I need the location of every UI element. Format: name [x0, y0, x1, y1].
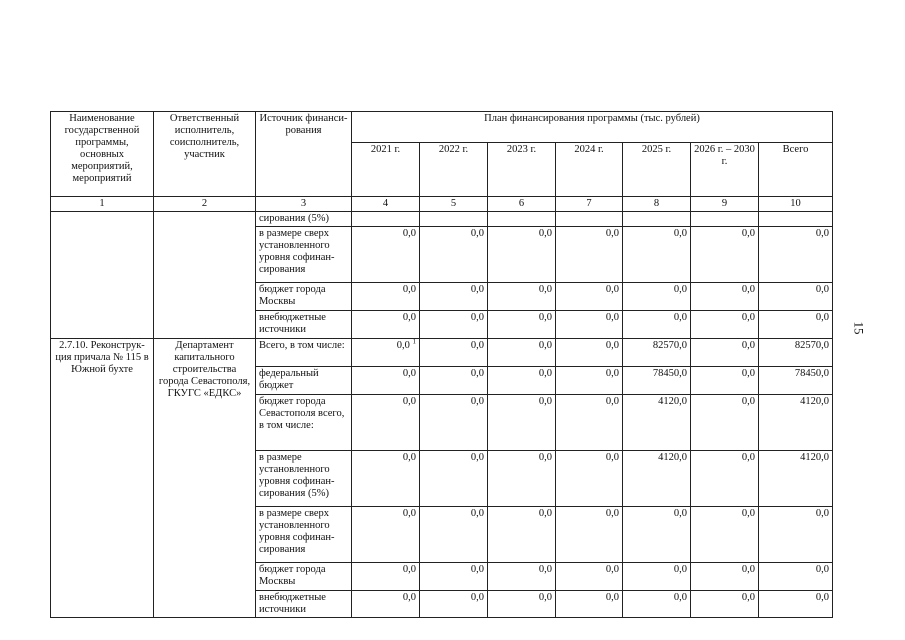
value-cell: 0,0 [556, 367, 623, 395]
value-cell: 4120,0 [623, 395, 691, 451]
source-cell: Всего, в том числе: [256, 339, 352, 367]
program-name-cell: 2.7.10. Реконструк-ция причала № 115 в Южной бухте [51, 339, 154, 618]
value-cell [352, 339, 420, 367]
value-cell: 0,0 [420, 283, 488, 311]
value-cell: 0,0 [352, 451, 420, 507]
header-year-2024: 2024 г. [556, 143, 623, 197]
header-program-name: Наименование государственной программы, основных мероприятий, мероприятий [51, 112, 154, 197]
value-cell: 0,0 [759, 563, 833, 591]
value-cell: 0,0 [556, 311, 623, 339]
value-cell: 4120,0 [759, 451, 833, 507]
header-year-2021: 2021 г. [352, 143, 420, 197]
value-cell: 0,0 [352, 563, 420, 591]
value-cell [556, 212, 623, 227]
source-cell: сирования (5%) [256, 212, 352, 227]
table-header [51, 112, 833, 212]
header-year-2023: 2023 г. [488, 143, 556, 197]
col-index: 8 [623, 197, 691, 212]
value-cell: 4120,0 [623, 451, 691, 507]
value-cell: 0,0 [759, 591, 833, 618]
value-cell [759, 212, 833, 227]
value-cell [352, 212, 420, 227]
value-cell: 0,0 [759, 507, 833, 563]
block-continued [51, 212, 833, 339]
value-cell: 0,0 [352, 283, 420, 311]
value-cell: 0,0 [488, 227, 556, 283]
value-cell: 0,0 [691, 451, 759, 507]
value-cell: 0,0 [556, 339, 623, 367]
value-cell: 0,0 [488, 283, 556, 311]
value-cell: 0,0 [488, 395, 556, 451]
value-cell: 0,0 [420, 507, 488, 563]
value-cell: 0,0 [623, 227, 691, 283]
source-cell: федеральный бюджет [256, 367, 352, 395]
value-cell: 0,0 [488, 591, 556, 618]
value-cell: 0,0 [556, 451, 623, 507]
value-cell: 0,0 [420, 395, 488, 451]
col-index: 10 [759, 197, 833, 212]
value-cell: 0,0 [759, 227, 833, 283]
value-cell: 0,0 [420, 311, 488, 339]
value-cell: 0,0 [556, 563, 623, 591]
value-cell: 0,0 [623, 311, 691, 339]
value-cell: 0,0 [488, 451, 556, 507]
value-cell: 0,0 [488, 311, 556, 339]
col-index: 7 [556, 197, 623, 212]
value-cell: 0,0 [488, 563, 556, 591]
source-cell: внебюджетные источники [256, 591, 352, 618]
value-cell: 0,0 [352, 395, 420, 451]
value-cell [623, 212, 691, 227]
footnote-mark: 1 [412, 338, 416, 346]
value-cell: 0,0 [488, 367, 556, 395]
value-cell: 0,0 [556, 507, 623, 563]
value-cell: 0,0 [556, 591, 623, 618]
executor-cell: Департамент капитального строительства города Севастополя, ГКУГС «ЕДКС» [154, 339, 256, 618]
col-index: 4 [352, 197, 420, 212]
header-executor: Ответственный исполнитель, соисполнитель, участник [154, 112, 256, 197]
value-cell: 0,0 [556, 283, 623, 311]
value-cell: 82570,0 [759, 339, 833, 367]
value-cell [691, 212, 759, 227]
value-cell [420, 212, 488, 227]
value-cell: 0,0 [691, 591, 759, 618]
value-cell: 78450,0 [623, 367, 691, 395]
value-cell: 0,0 [691, 339, 759, 367]
source-cell: в размере сверх установленного уровня софинан-сирования [256, 227, 352, 283]
value-cell: 0,0 [488, 507, 556, 563]
value-cell: 0,0 [420, 367, 488, 395]
col-index: 5 [420, 197, 488, 212]
value-cell: 0,0 [352, 507, 420, 563]
value-cell: 0,0 [556, 395, 623, 451]
executor-cell [154, 212, 256, 339]
header-total: Всего [759, 143, 833, 197]
value-cell: 0,0 [420, 339, 488, 367]
header-year-2022: 2022 г. [420, 143, 488, 197]
table-row [51, 212, 833, 227]
value-cell: 0,0 [623, 283, 691, 311]
value-cell: 0,0 [691, 283, 759, 311]
header-source: Источник финанси-рования [256, 112, 352, 197]
col-index: 1 [51, 197, 154, 212]
value-cell: 0,0 [691, 395, 759, 451]
col-index: 3 [256, 197, 352, 212]
value-cell: 0,0 [691, 563, 759, 591]
value-cell: 0,0 [352, 591, 420, 618]
source-cell: бюджет города Севастополя всего, в том числе: [256, 395, 352, 451]
source-cell: бюджет города Москвы [256, 563, 352, 591]
value-cell: 0,0 [691, 367, 759, 395]
header-plan: План финансирования программы (тыс. рублей) [352, 112, 833, 143]
value-cell: 0,0 [691, 227, 759, 283]
header-year-2025: 2025 г. [623, 143, 691, 197]
value-cell: 0,0 [759, 283, 833, 311]
block-2-7-10 [51, 339, 833, 618]
source-cell: бюджет города Москвы [256, 283, 352, 311]
program-name-cell [51, 212, 154, 339]
value-cell: 0,0 [352, 227, 420, 283]
source-cell: внебюджетные источники [256, 311, 352, 339]
value-cell: 0,0 [420, 563, 488, 591]
value-cell: 0,0 [623, 591, 691, 618]
value-cell: 0,0 [352, 367, 420, 395]
page-number: 15 [851, 321, 867, 335]
value-cell: 0,0 [488, 339, 556, 367]
table-row [51, 339, 833, 367]
col-index: 2 [154, 197, 256, 212]
value-cell: 0,0 [420, 591, 488, 618]
col-index: 9 [691, 197, 759, 212]
value-cell: 0,0 [420, 451, 488, 507]
value-cell: 0,0 [352, 311, 420, 339]
value-cell: 0,0 [759, 311, 833, 339]
source-cell: в размере сверх установленного уровня софинан-сирования [256, 507, 352, 563]
col-index: 6 [488, 197, 556, 212]
value-cell: 0,0 [623, 507, 691, 563]
value-cell: 4120,0 [759, 395, 833, 451]
value-cell: 78450,0 [759, 367, 833, 395]
source-cell: в размере установленного уровня софинан-сирования (5%) [256, 451, 352, 507]
value-cell: 82570,0 [623, 339, 691, 367]
financing-table [50, 111, 833, 618]
value-cell: 0,0 [623, 563, 691, 591]
header-year-2026-2030: 2026 г. – 2030 г. [691, 143, 759, 197]
value-cell: 0,0 [556, 227, 623, 283]
value-cell: 0,0 [420, 227, 488, 283]
value-cell: 0,0 [691, 507, 759, 563]
value-cell: 0,0 [691, 311, 759, 339]
value-text: 0,0 [396, 340, 410, 351]
value-cell [488, 212, 556, 227]
